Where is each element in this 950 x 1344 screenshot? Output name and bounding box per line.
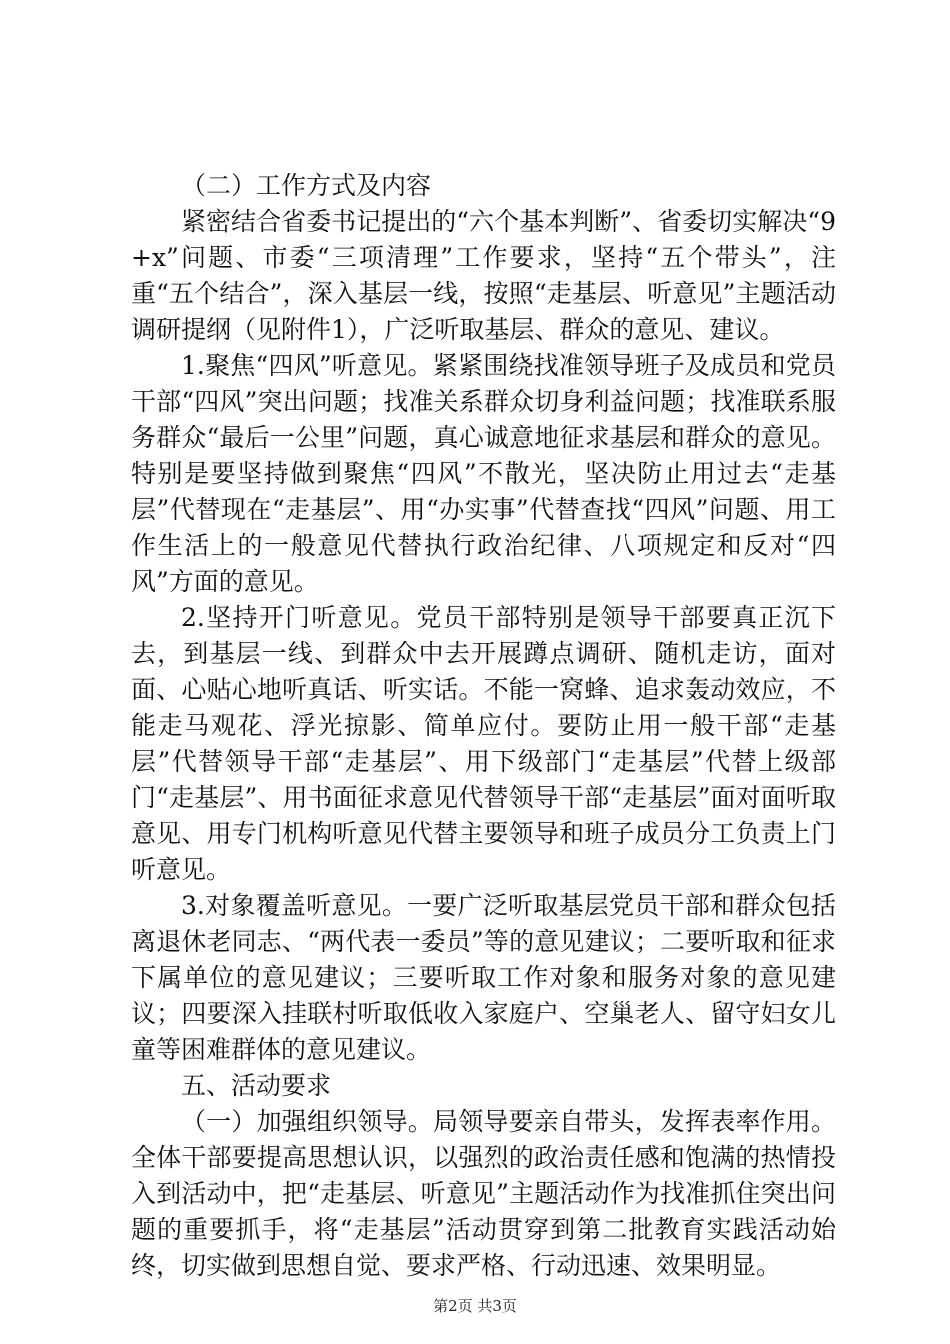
section-heading-work-method: （二）工作方式及内容 <box>181 171 432 200</box>
paragraph-item-3: 3.对象覆盖听意见。一要广泛听取基层党员干部和群众包括离退休老同志、“两代表一委员”等的意见建议；二要听取和征求下属单位的意见建议；三要听取工作对象和服务对象的意见建议；四要深入挂联村听取低收入家庭户、空巢老人、留守妇女儿童等困难群体的意见建议。 <box>131 891 836 1064</box>
page-number-footer: 第2页 共3页 <box>433 1297 517 1315</box>
paragraph-organization: （一）加强组织领导。局领导要亲自带头，发挥表率作用。全体干部要提高思想认识，以强烈的政治责任感和饱满的热情投入到活动中，把“走基层、听意见”主题活动作为找准抓住突出问题的重要抓手，将“走基层”活动贯穿到第二批教育实践活动始终，切实做到思想自觉、要求严格、行动迅速、效果明显。 <box>131 1107 836 1280</box>
paragraph-item-2: 2.坚持开门听意见。党员干部特别是领导干部要真正沉下去，到基层一线、到群众中去开展蹲点调研、随机走访，面对面、心贴心地听真话、听实话。不能一窝蜂、追求轰动效应，不能走马观花、浮光掠影、简单应付。要防止用一般干部“走基层”代替领导干部“走基层”、用下级部门“走基层”代替上级部门“走基层”、用书面征求意见代替领导干部“走基层”面对面听取意见、用专门机构听意见代替主要领导和班子成员分工负责上门听意见。 <box>131 603 836 884</box>
paragraph-item-1: 1.聚焦“四风”听意见。紧紧围绕找准领导班子及成员和党员干部“四风”突出问题；找准关系群众切身利益问题；找准联系服务群众“最后一公里”问题，真心诚意地征求基层和群众的意见。特别是要坚持做到聚焦“四风”不散光，坚决防止用过去“走基层”代替现在“走基层”、用“办实事”代替查找“四风”问题、用工作生活上的一般意见代替执行政治纪律、八项规定和反对“四风”方面的意见。 <box>131 351 836 596</box>
document-body <box>131 168 836 1284</box>
paragraph-intro: 紧密结合省委书记提出的“六个基本判断”、省委切实解决“9+x”问题、市委“三项清理”工作要求，坚持“五个带头”，注重“五个结合”，深入基层一线，按照“走基层、听意见”主题活动调研提纲（见附件1），广泛听取基层、群众的意见、建议。 <box>131 207 836 344</box>
section-heading-requirements: 五、活动要求 <box>181 1071 332 1100</box>
